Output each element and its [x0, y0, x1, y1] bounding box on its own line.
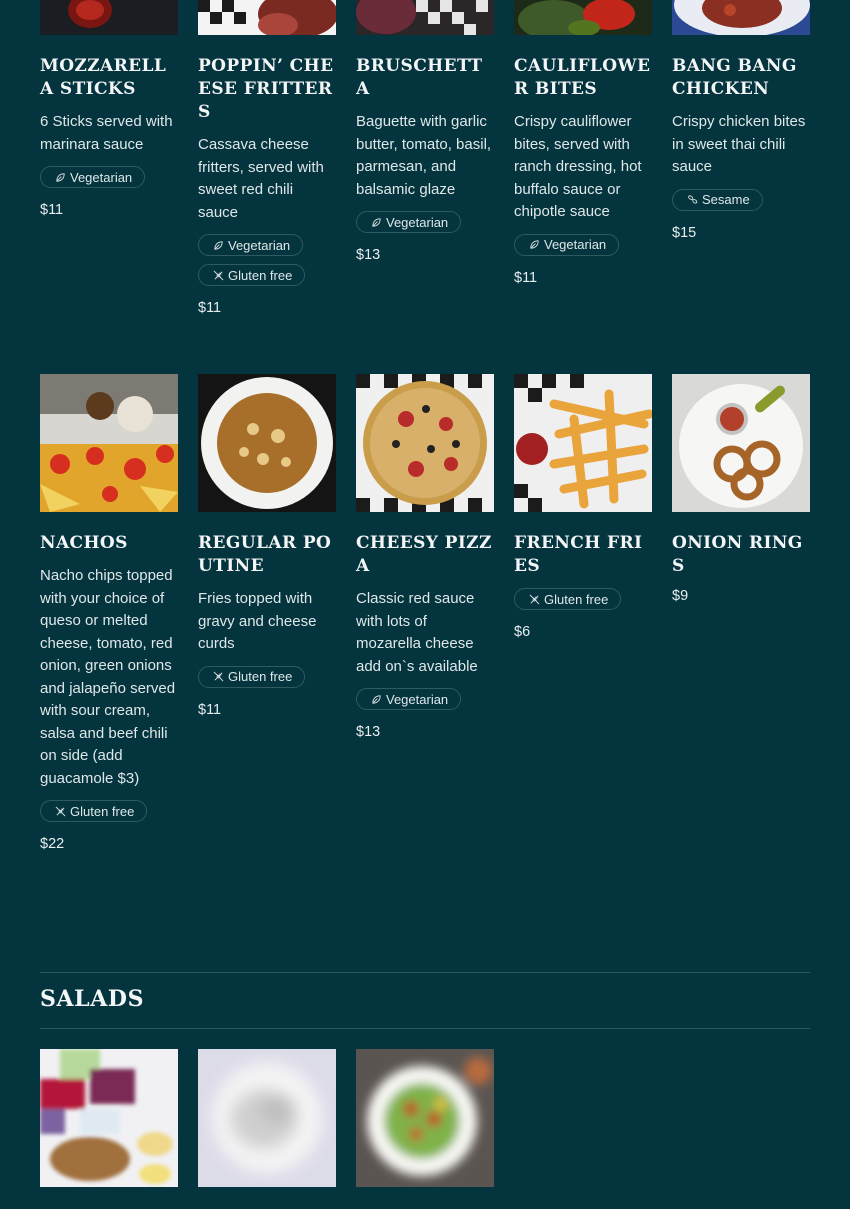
menu-item-bruschetta[interactable] [356, 55, 494, 263]
salad-photo[interactable] [40, 1049, 178, 1187]
menu-item-poppin-cheese-fritters[interactable] [198, 55, 336, 316]
item-price: $13 [356, 247, 381, 263]
tag-label: Vegetarian [386, 214, 449, 230]
item-description: Baguette with garlic butter, tomato, basil, parmesan, and balsamic glaze [356, 113, 492, 198]
item-price: $11 [40, 202, 64, 218]
tag-label: Gluten free [70, 803, 135, 819]
item-photo[interactable] [672, 374, 810, 512]
item-photo[interactable] [356, 0, 494, 35]
tag-vegetarian [514, 234, 619, 256]
item-price: $11 [198, 300, 222, 316]
tag-label: Sesame [702, 192, 750, 207]
wheat-crossed-icon [529, 594, 540, 605]
tag-gluten-free [198, 264, 305, 286]
item-description: Classic red sauce with lots of mozarella cheese add on`s available [356, 590, 478, 675]
tag-label: Gluten free [544, 591, 609, 607]
leaf-icon [371, 694, 382, 705]
item-description: Crispy chicken bites in sweet thai chili sauce [672, 113, 806, 175]
tag-label: Vegetarian [70, 169, 133, 185]
tag-label: Gluten free [228, 267, 293, 283]
salad-photo[interactable] [356, 1049, 494, 1187]
item-description: Crispy cauliflower bites, served with ranch dressing, hot buffalo sauce or chipotle sauce [514, 113, 642, 220]
tag-gluten-free [40, 800, 147, 822]
item-photo[interactable] [514, 374, 652, 512]
item-name: BRUSCHETTA [356, 56, 483, 99]
tag-label: Vegetarian [228, 237, 291, 253]
tag-vegetarian [40, 166, 145, 188]
item-photo[interactable] [40, 0, 178, 35]
dietary-tags [514, 234, 652, 264]
leaf-icon [529, 239, 540, 250]
tag-gluten-free [198, 666, 305, 688]
tag-label: Gluten free [228, 669, 293, 684]
tag-label: Vegetarian [386, 691, 449, 707]
menu-item-regular-poutine[interactable] [198, 374, 336, 718]
tag-vegetarian [356, 211, 461, 233]
item-price: $9 [672, 588, 689, 604]
section-title-salads: SALADS [40, 986, 145, 1012]
dietary-tags [356, 211, 494, 241]
item-name: MOZZARELLA STICKS [40, 56, 167, 99]
leaf-icon [371, 217, 382, 228]
item-description: Fries topped with gravy and cheese curds [198, 590, 317, 652]
item-name: REGULAR POUTINE [198, 533, 332, 576]
section-divider-top [40, 972, 810, 973]
item-description: Nacho chips topped with your choice of queso or melted cheese, tomato, red onion, green onions and jalapeño served with sour cream, salsa and beef chili on side (add guacamole $3) [40, 567, 176, 787]
dietary-tags [356, 688, 494, 718]
wheat-crossed-icon [213, 671, 224, 682]
item-photo[interactable] [672, 0, 810, 35]
menu-item-onion-rings[interactable] [672, 374, 810, 604]
item-price: $11 [198, 701, 222, 718]
tag-label: Vegetarian [544, 237, 607, 252]
menu-item-mozzarella-sticks[interactable] [40, 55, 178, 218]
item-photo[interactable] [40, 374, 178, 512]
item-photo[interactable] [198, 374, 336, 512]
menu-item-cheesy-pizza[interactable] [356, 374, 494, 740]
dietary-tags [198, 234, 336, 294]
menu-item-french-fries[interactable] [514, 374, 652, 640]
salad-photo[interactable] [198, 1049, 336, 1187]
item-photo[interactable] [514, 0, 652, 35]
tag-gluten-free [514, 588, 621, 610]
section-divider-bottom [40, 1028, 810, 1029]
wheat-crossed-icon [55, 806, 66, 817]
item-name: POPPIN’ CHEESE FRITTERS [198, 56, 334, 122]
item-price: $11 [514, 269, 538, 286]
leaf-icon [55, 172, 66, 183]
leaf-icon [213, 240, 224, 251]
item-description: 6 Sticks served with marinara sauce [40, 113, 173, 153]
menu-item-cauliflower-bites[interactable] [514, 55, 652, 286]
tag-vegetarian [198, 234, 303, 256]
menu-item-bang-bang-chicken[interactable] [672, 55, 810, 241]
item-name: ONION RINGS [672, 533, 803, 576]
item-photo[interactable] [356, 374, 494, 512]
sesame-icon [687, 194, 698, 205]
dietary-tags [514, 588, 652, 618]
item-name: NACHOS [40, 533, 128, 553]
item-name: CAULIFLOWER BITES [514, 56, 651, 99]
item-name: CHEESY PIZZA [356, 533, 492, 576]
menu-item-nachos[interactable] [40, 374, 178, 852]
dietary-tags [198, 666, 336, 696]
tag-vegetarian [356, 688, 461, 710]
wheat-crossed-icon [213, 270, 224, 281]
dietary-tags [40, 800, 178, 830]
dietary-tags [40, 166, 178, 196]
item-photo[interactable] [198, 0, 336, 35]
tag-sesame [672, 189, 763, 211]
item-name: BANG BANG CHICKEN [672, 56, 797, 99]
dietary-tags [672, 189, 810, 219]
item-price: $13 [356, 724, 381, 740]
item-description: Cassava cheese fritters, served with sweet red chili sauce [198, 136, 324, 221]
item-price: $6 [514, 624, 531, 640]
item-price: $22 [40, 836, 65, 852]
item-price: $15 [672, 224, 697, 241]
item-name: FRENCH FRIES [514, 533, 643, 576]
